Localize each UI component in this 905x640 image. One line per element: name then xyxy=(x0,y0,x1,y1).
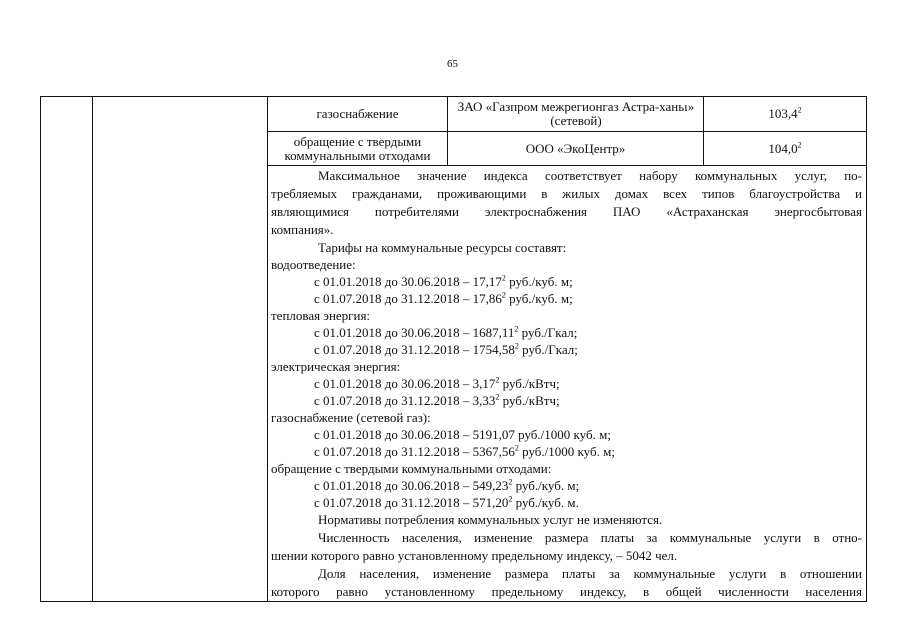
table-bottom-border xyxy=(40,601,867,602)
index-value: 104,0 xyxy=(768,140,798,156)
supplier-cell xyxy=(452,97,700,131)
service-label: обращение с твердыми коммунальными отходами xyxy=(284,133,431,163)
tariff-line: с 01.07.2018 до 31.12.2018 – 571,20$^2$ руб./куб. м. xyxy=(314,494,579,510)
paragraph-line: Нормативы потребления коммунальных услуг не изменяются. xyxy=(318,512,663,527)
tariff-line: с 01.01.2018 до 30.06.2018 – 17,17$^2$ руб./куб. м; xyxy=(314,273,573,289)
tariff-heading: обращение с твердыми коммунальными отходами: xyxy=(271,461,552,476)
service-label: газоснабжение xyxy=(316,106,399,121)
index-value-cell xyxy=(704,132,866,165)
supplier-cell xyxy=(448,132,703,165)
paragraph-line: шении которого равно установленному предельному индексу, – 5042 чел. xyxy=(271,548,678,563)
footnote-mark: 2 xyxy=(797,140,802,150)
tariff-line: с 01.01.2018 до 30.06.2018 – 549,23$^2$ руб./куб. м; xyxy=(314,477,580,493)
index-value: 103,4 xyxy=(768,106,798,121)
tariff-heading: тепловая энергия: xyxy=(271,308,371,323)
footnote-mark: 2 xyxy=(797,105,802,115)
paragraph-line: Численность населения, изменение размера платы за коммунальные услуги в отно- xyxy=(318,530,862,545)
table-right-border xyxy=(866,96,867,602)
tariff-heading: водоотведение: xyxy=(271,257,356,272)
service-cell xyxy=(268,132,447,165)
tariff-line: с 01.07.2018 до 31.12.2018 – 5367,56$^2$ руб./1000 куб. м; xyxy=(314,443,615,459)
tariff-line: с 01.07.2018 до 31.12.2018 – 1754,58$^2$ руб./Гкал; xyxy=(314,341,578,357)
service-cell xyxy=(268,97,447,131)
tariff-heading: газоснабжение (сетевой газ): xyxy=(271,410,431,425)
tariff-line: с 01.01.2018 до 30.06.2018 – 3,17$^2$ руб./кВтч; xyxy=(314,375,560,391)
paragraph-line: требляемых гражданами, проживающими в жилых домах всех типов благоустройства и xyxy=(271,186,862,201)
table-left-border xyxy=(40,96,41,602)
index-value-cell xyxy=(704,97,866,131)
page-number: 65 xyxy=(447,58,458,70)
supplier-label: ЗАО «Газпром межрегионгаз Астра-ханьı» (сетевой) xyxy=(457,99,695,128)
paragraph-line: Максимальное значение индекса соответствует набору коммунальных услуг, по- xyxy=(318,168,862,183)
tariff-line: с 01.07.2018 до 31.12.2018 – 17,86$^2$ руб./куб. м; xyxy=(314,290,573,306)
paragraph-line: Тарифы на коммунальные ресурсы составят: xyxy=(318,240,567,255)
paragraph-line: являющимися потребителями электроснабжения ПАО «Астраханская энергосбытовая xyxy=(271,204,862,219)
table-column-divider xyxy=(267,96,268,602)
table-row-divider xyxy=(267,165,867,166)
tariff-line: с 01.01.2018 до 30.06.2018 – 1687,11$^2$ руб./Гкал; xyxy=(314,324,578,340)
supplier-label: ООО «ЭкоЦентр» xyxy=(525,140,626,156)
paragraph-line: Доля населения, изменение размера платы за коммунальные услуги в отношении xyxy=(318,566,862,581)
tariff-line: с 01.07.2018 до 31.12.2018 – 3,33$^2$ руб./кВтч; xyxy=(314,392,560,408)
paragraph-line: которого равно установленному предельному индексу, в общей численности населения xyxy=(271,584,862,599)
paragraph-line: компания». xyxy=(271,222,334,237)
tariff-heading: электрическая энергия: xyxy=(271,359,401,374)
tariff-line: с 01.01.2018 до 30.06.2018 – 5191,07 руб./1000 куб. м; xyxy=(314,427,611,442)
table-column-divider xyxy=(92,96,93,602)
